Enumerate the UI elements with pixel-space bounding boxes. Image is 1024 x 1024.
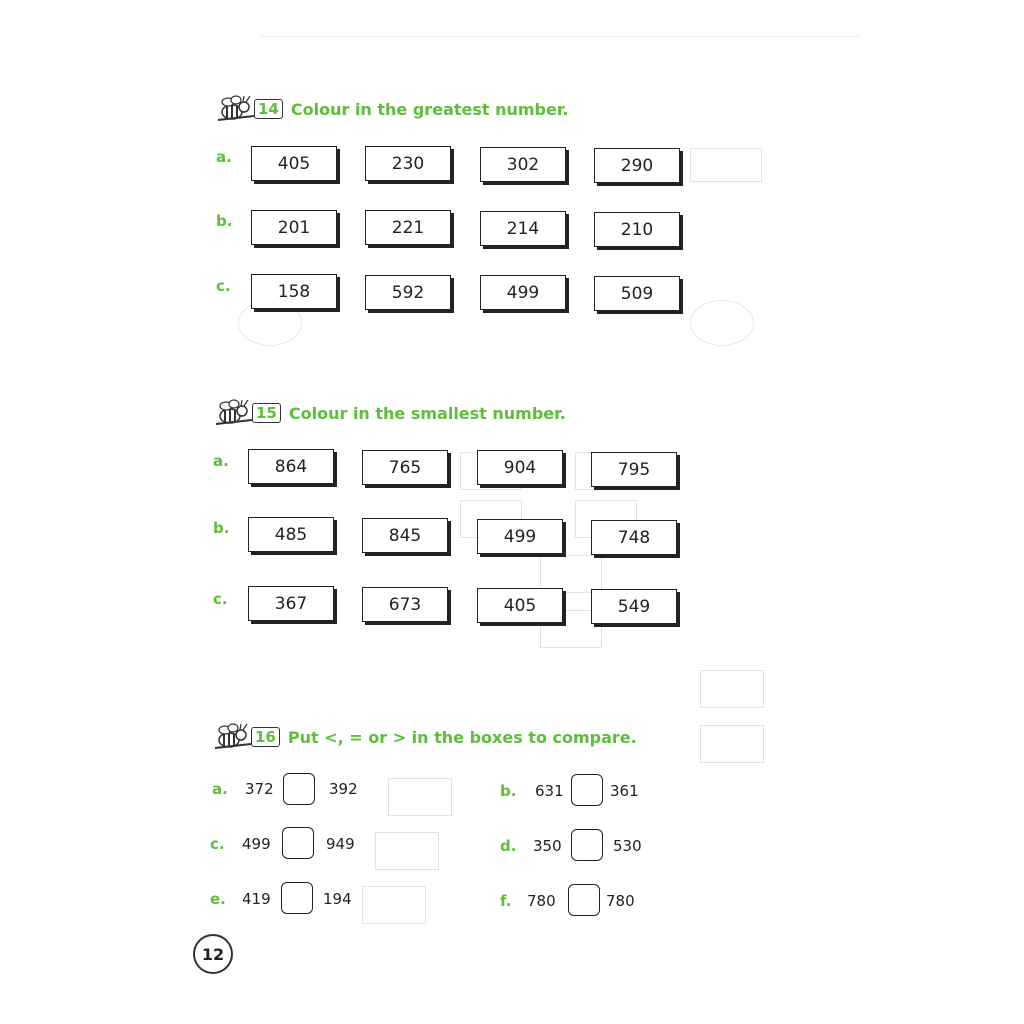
section-14-header	[214, 94, 569, 124]
question-heading: Colour in the greatest number.	[290, 99, 569, 119]
page-edge	[260, 36, 860, 37]
item-label: a.	[212, 780, 228, 798]
number-box[interactable]: 592	[365, 275, 451, 310]
compare-answer-box[interactable]	[571, 829, 603, 861]
item-label: f.	[500, 892, 512, 910]
number-box[interactable]: 485	[248, 517, 334, 552]
number-box[interactable]: 795	[591, 452, 677, 487]
compare-answer-box[interactable]	[283, 773, 315, 805]
row-label: c.	[213, 590, 228, 608]
compare-answer-box[interactable]	[568, 884, 600, 916]
number-box[interactable]: 499	[480, 275, 566, 310]
question-number: 14	[254, 99, 283, 119]
item-label: d.	[500, 837, 517, 855]
number-box[interactable]: 230	[365, 146, 451, 181]
number-box[interactable]: 201	[251, 210, 337, 245]
number-box[interactable]: 210	[594, 212, 680, 247]
number-box[interactable]: 765	[362, 450, 448, 485]
number-box[interactable]: 904	[477, 450, 563, 485]
compare-right-number: 392	[329, 780, 358, 798]
question-heading: Put <, = or > in the boxes to compare.	[287, 727, 637, 747]
compare-left-number: 350	[533, 837, 562, 855]
number-box[interactable]: 302	[480, 147, 566, 182]
question-number: 16	[251, 727, 280, 747]
number-box[interactable]: 673	[362, 587, 448, 622]
number-box[interactable]: 864	[248, 449, 334, 484]
compare-left-number: 372	[245, 780, 274, 798]
question-number: 15	[252, 403, 281, 423]
question-heading: Colour in the smallest number.	[288, 403, 566, 423]
compare-answer-box[interactable]	[282, 827, 314, 859]
compare-answer-box[interactable]	[281, 882, 313, 914]
number-box[interactable]: 405	[251, 146, 337, 181]
compare-right-number: 194	[323, 890, 352, 908]
section-15-header	[212, 398, 566, 428]
number-box[interactable]: 367	[248, 586, 334, 621]
compare-left-number: 631	[535, 782, 564, 800]
compare-right-number: 530	[613, 837, 642, 855]
number-box[interactable]: 158	[251, 274, 337, 309]
compare-left-number: 419	[242, 890, 271, 908]
row-label: b.	[216, 212, 233, 230]
compare-right-number: 361	[610, 782, 639, 800]
number-box[interactable]: 748	[591, 520, 677, 555]
number-box[interactable]: 509	[594, 276, 680, 311]
row-label: a.	[213, 452, 229, 470]
compare-answer-box[interactable]	[571, 774, 603, 806]
compare-right-number: 780	[606, 892, 635, 910]
number-box[interactable]: 221	[365, 210, 451, 245]
page-number: 12	[193, 934, 233, 974]
section-16-header	[211, 722, 637, 752]
number-box[interactable]: 214	[480, 211, 566, 246]
number-box[interactable]: 405	[477, 588, 563, 623]
row-label: a.	[216, 148, 232, 166]
number-box[interactable]: 549	[591, 589, 677, 624]
compare-left-number: 780	[527, 892, 556, 910]
compare-right-number: 949	[326, 835, 355, 853]
row-label: b.	[213, 519, 230, 537]
item-label: e.	[210, 890, 226, 908]
number-box[interactable]: 845	[362, 518, 448, 553]
number-box[interactable]: 499	[477, 519, 563, 554]
number-box[interactable]: 290	[594, 148, 680, 183]
row-label: c.	[216, 277, 231, 295]
item-label: b.	[500, 782, 517, 800]
item-label: c.	[210, 835, 225, 853]
compare-left-number: 499	[242, 835, 271, 853]
